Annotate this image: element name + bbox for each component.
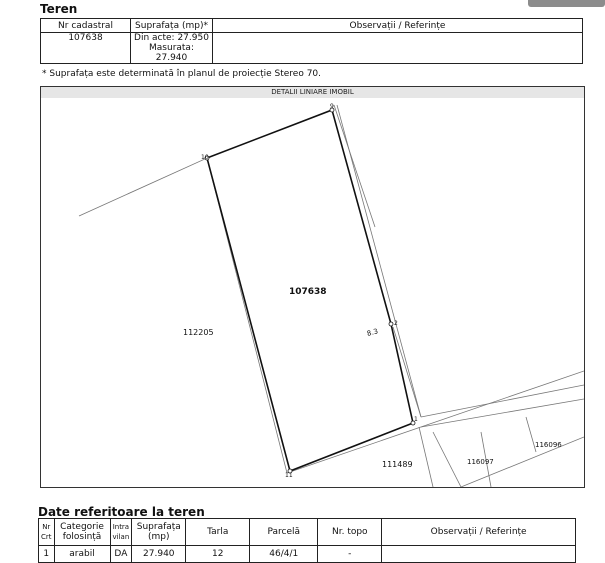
header-nr-crt: Nr Crt [39, 519, 55, 546]
cell-nr-topo: - [318, 546, 382, 563]
right-line-c [393, 327, 421, 417]
point-label-1: 1 [414, 416, 418, 423]
header-categorie: Categorie folosință [54, 519, 110, 546]
point-label-10: 10 [201, 154, 209, 161]
distance-label: 8.3 [366, 327, 379, 338]
header-tarla: Tarla [186, 519, 250, 546]
point-label-11: 11 [285, 472, 293, 479]
parcel-br1-label: 116097 [467, 458, 494, 466]
point-label-9: 9 [330, 103, 334, 110]
road-line-c [421, 399, 584, 427]
header-suprafata: Suprafața (mp)* [131, 19, 213, 33]
road-line-e [433, 432, 461, 487]
teren-table-row [41, 33, 583, 64]
cell-observatii [213, 33, 583, 64]
cell-intravilan: DA [110, 546, 132, 563]
parcel-bottom-label: 111489 [382, 460, 413, 469]
cell-nr-cadastral: 107638 [41, 33, 131, 64]
vertex-2 [389, 322, 393, 326]
teren-table-header [41, 19, 583, 33]
road-line-a [287, 371, 584, 473]
neighbor-boundary-left [79, 158, 287, 473]
header-intravilan: Intra vilan [110, 519, 132, 546]
cell-observatii-row [382, 546, 576, 563]
header-observatii: Observații / Referințe [213, 19, 583, 33]
cell-suprafata-row: 27.940 [132, 546, 186, 563]
teren-table [40, 18, 583, 64]
header-observatii-referinte: Observații / Referințe [382, 519, 576, 546]
parcel-map [40, 86, 585, 488]
map-drawing [41, 87, 584, 487]
header-nr-cadastral: Nr cadastral [41, 19, 131, 33]
map-title: DETALII LINIARE IMOBIL [41, 87, 584, 98]
right-line-b [337, 105, 421, 417]
cell-nr: 1 [39, 546, 55, 563]
cell-suprafata [131, 33, 213, 64]
cell-tarla: 12 [186, 546, 250, 563]
header-suprafata-mp: Suprafața (mp) [132, 519, 186, 546]
right-line-a [334, 105, 375, 227]
section-title-date-teren: Date referitoare la teren [38, 505, 205, 519]
suprafata-masurata-label: Masurata: [149, 43, 194, 53]
point-label-2: 2 [394, 320, 398, 327]
footnote: * Suprafața este determinată în planul de proiecție Stereo 70. [42, 69, 322, 79]
date-teren-header [39, 519, 576, 546]
suprafata-acte: Din acte: 27.950 [134, 33, 209, 43]
parcel-main-label: 107638 [289, 287, 327, 297]
suprafata-masurata: 27.940 [155, 53, 188, 63]
parcel-left-label: 112205 [183, 328, 214, 337]
date-teren-table [38, 518, 576, 563]
road-line-b [421, 385, 584, 417]
parcel-br2-label: 116096 [535, 441, 562, 449]
table-row [39, 546, 576, 563]
header-nr-topo: Nr. topo [318, 519, 382, 546]
window-top-bar [528, 0, 605, 7]
road-line-d [419, 427, 433, 487]
header-parcela: Parcelă [250, 519, 318, 546]
section-title-teren: Teren [40, 2, 78, 16]
cell-parcela: 46/4/1 [250, 546, 318, 563]
cell-categorie: arabil [54, 546, 110, 563]
